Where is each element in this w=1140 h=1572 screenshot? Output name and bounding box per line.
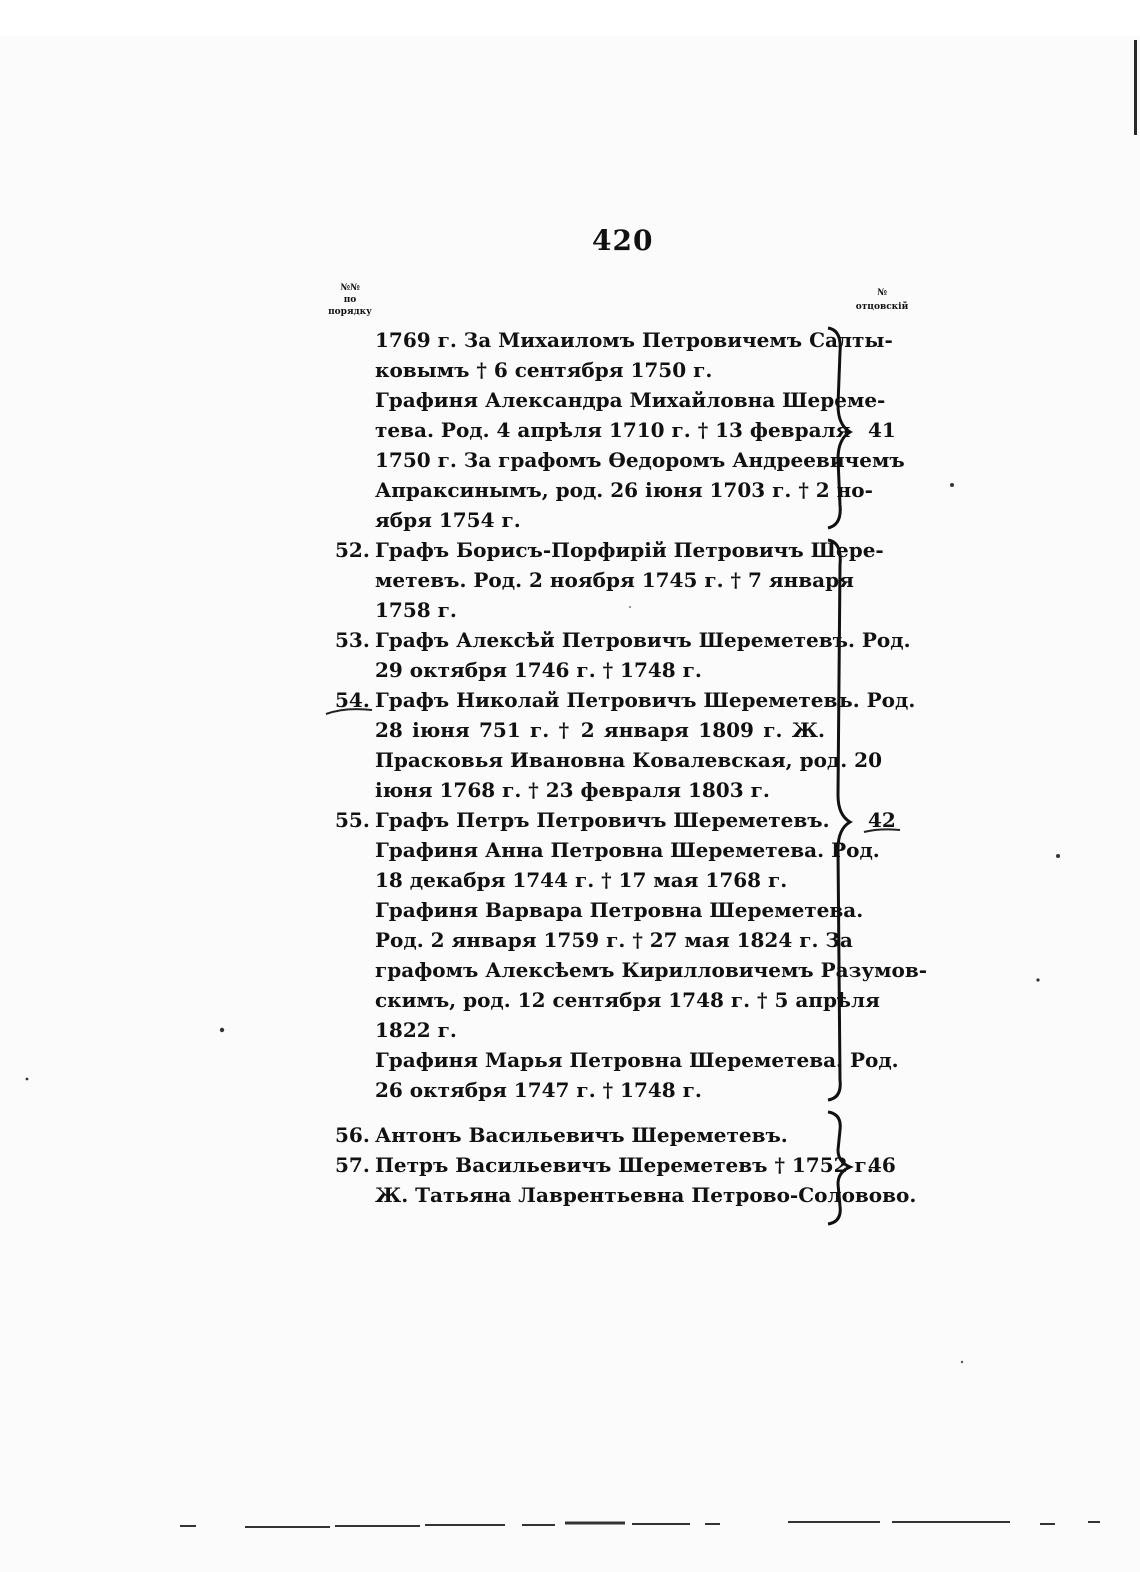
text-line: Графъ Алексѣй Петровичъ Шереметевъ. Род.: [375, 628, 911, 652]
page-number: 420: [592, 224, 654, 257]
text-line: ковымъ † 6 сентября 1750 г.: [375, 358, 713, 382]
text-line: 1750 г. За графомъ Ѳедоромъ Андреевичемъ: [375, 448, 905, 472]
text-line: Графъ Петръ Петровичъ Шереметевъ.: [375, 808, 830, 832]
header-left-line-3: порядку: [328, 307, 372, 317]
right-brace-42: [828, 540, 850, 1100]
text-line: графомъ Алексѣемъ Кирилловичемъ Разумов-: [375, 958, 928, 982]
header-left-line-1: №№: [340, 283, 360, 293]
entry-number-55: 55.: [335, 808, 370, 832]
text-line: Апраксинымъ, род. 26 іюня 1703 г. † 2 но-: [375, 478, 873, 502]
text-line: Антонъ Васильевичъ Шереметевъ.: [375, 1123, 788, 1147]
speck: [220, 1028, 224, 1032]
right-brace-41: [828, 328, 850, 528]
parent-number-42: 42: [868, 808, 896, 832]
speck: [26, 1078, 29, 1081]
speck: [1036, 978, 1039, 981]
text-line: Прасковья Ивановна Ковалевская, род. 20: [375, 748, 882, 772]
parent-number-46: 46: [868, 1153, 896, 1177]
text-line: 1758 г.: [375, 598, 457, 622]
speck: [1056, 854, 1060, 858]
entry-number-57: 57.: [335, 1153, 370, 1177]
text-line: Ж. Татьяна Лаврентьевна Петрово-Соловово.: [375, 1183, 917, 1207]
entry-number-54: 54.: [335, 688, 370, 712]
handwritten-underline-42: [864, 829, 900, 832]
handwritten-underline-54: [326, 709, 372, 714]
text-line: тева. Род. 4 апрѣля 1710 г. † 13 февраля: [375, 418, 851, 442]
text-line: Графиня Варвара Петровна Шереметева.: [375, 898, 864, 922]
text-line: Графиня Анна Петровна Шереметева. Род.: [375, 838, 880, 862]
text-line: 29 октября 1746 г. † 1748 г.: [375, 658, 702, 682]
text-line: 1769 г. За Михаиломъ Петровичемъ Салты-: [375, 328, 893, 352]
text-line: 26 октября 1747 г. † 1748 г.: [375, 1078, 702, 1102]
header-left-line-2: по: [343, 295, 357, 305]
text-line: Графиня Марья Петровна Шереметева. Род.: [375, 1048, 899, 1072]
text-line: Графиня Александра Михайловна Шереме-: [375, 388, 886, 412]
text-line: 28 іюня 751 г. † 2 января 1809 г. Ж.: [375, 718, 825, 742]
speck: [961, 1361, 963, 1363]
text-line: Петръ Васильевичъ Шереметевъ † 1752 г.: [375, 1153, 874, 1177]
text-line: скимъ, род. 12 сентября 1748 г. † 5 апрѣля: [375, 988, 880, 1012]
right-brace-46: [828, 1112, 850, 1224]
text-line: Графъ Николай Петровичъ Шереметевъ. Род.: [375, 688, 916, 712]
text-line: Род. 2 января 1759 г. † 27 мая 1824 г. За: [375, 928, 853, 952]
bottom-scan-edge: [180, 1522, 1100, 1527]
text-line: Графъ Борисъ-Порфирій Петровичъ Шере-: [375, 538, 884, 562]
speck: [950, 483, 954, 487]
speck: [629, 606, 631, 608]
parent-number-41: 41: [868, 418, 896, 442]
entry-number-52: 52.: [335, 538, 370, 562]
header-right-line-1: №: [877, 288, 887, 298]
text-line: метевъ. Род. 2 ноября 1745 г. † 7 января: [375, 568, 854, 592]
text-line: іюня 1768 г. † 23 февраля 1803 г.: [375, 778, 770, 802]
header-right-line-2: отцовскій: [855, 302, 909, 312]
text-line: 1822 г.: [375, 1018, 457, 1042]
entry-number-53: 53.: [335, 628, 370, 652]
text-line: 18 декабря 1744 г. † 17 мая 1768 г.: [375, 868, 788, 892]
entry-number-56: 56.: [335, 1123, 370, 1147]
text-line: ября 1754 г.: [375, 508, 521, 532]
